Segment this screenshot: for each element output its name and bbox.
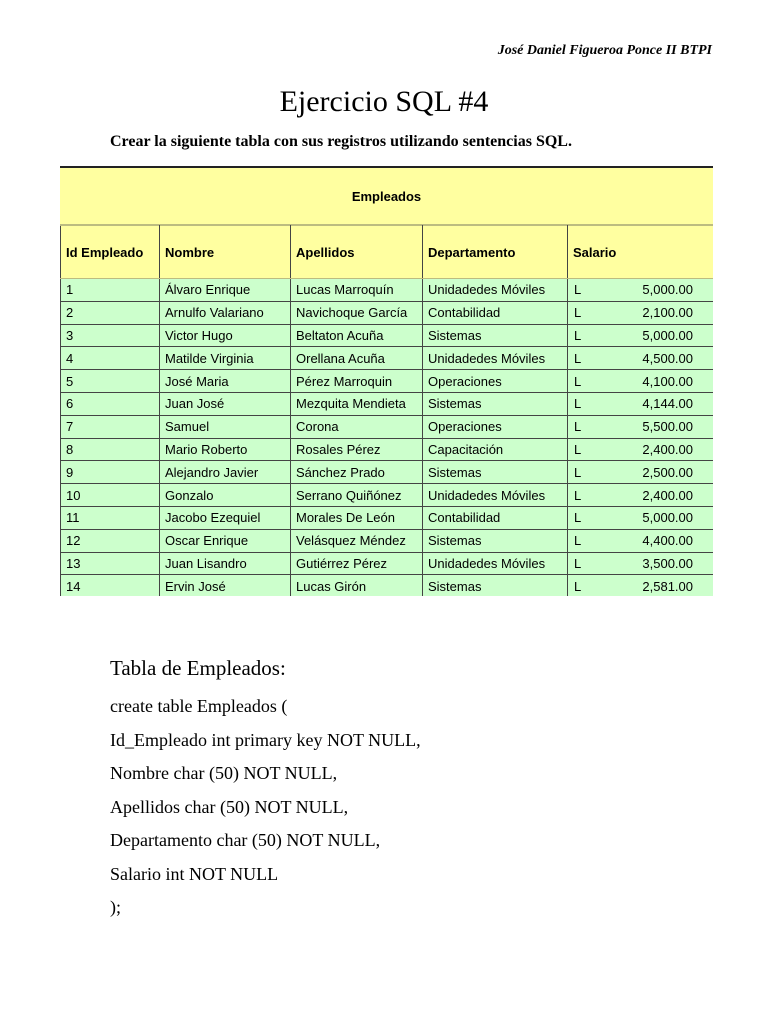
cell-salario bbox=[568, 279, 714, 302]
sheet-title: Empleados bbox=[60, 166, 713, 225]
currency-symbol: L bbox=[574, 510, 582, 526]
cell-apellidos: Sánchez Prado bbox=[291, 461, 423, 484]
currency-symbol: L bbox=[574, 487, 582, 503]
table-row bbox=[61, 392, 714, 415]
column-header: Apellidos bbox=[291, 226, 423, 279]
cell-apellidos: Navichoque García bbox=[291, 301, 423, 324]
salary-amount: 2,400.00 bbox=[642, 487, 693, 503]
cell-salario bbox=[568, 324, 714, 347]
cell-nombre: Alejandro Javier bbox=[160, 461, 291, 484]
table-row bbox=[61, 575, 714, 596]
table-row bbox=[61, 461, 714, 484]
salary-amount: 4,500.00 bbox=[642, 350, 693, 366]
cell-apellidos: Gutiérrez Pérez bbox=[291, 552, 423, 575]
cell-nombre: Álvaro Enrique bbox=[160, 279, 291, 302]
code-heading: Tabla de Empleados: bbox=[110, 656, 286, 680]
cell-departamento: Contabilidad bbox=[423, 506, 568, 529]
document-title: Ejercicio SQL #4 bbox=[279, 85, 489, 118]
table-row bbox=[61, 301, 714, 324]
cell-nombre: Victor Hugo bbox=[160, 324, 291, 347]
cell-departamento: Sistemas bbox=[423, 324, 568, 347]
sql-code-line: Apellidos char (50) NOT NULL, bbox=[110, 796, 349, 817]
salary-amount: 2,100.00 bbox=[642, 305, 693, 321]
currency-symbol: L bbox=[574, 305, 582, 321]
salary-amount: 5,500.00 bbox=[642, 419, 693, 435]
table-row bbox=[61, 552, 714, 575]
spreadsheet-image bbox=[60, 166, 713, 596]
cell-nombre: Jacobo Ezequiel bbox=[160, 506, 291, 529]
cell-salario bbox=[568, 301, 714, 324]
table-row bbox=[61, 347, 714, 370]
cell-departamento: Unidadedes Móviles bbox=[423, 484, 568, 507]
cell-nombre: Gonzalo bbox=[160, 484, 291, 507]
cell-apellidos: Lucas Marroquín bbox=[291, 279, 423, 302]
salary-amount: 2,400.00 bbox=[642, 441, 693, 457]
salary-amount: 5,000.00 bbox=[642, 510, 693, 526]
cell-apellidos: Orellana Acuña bbox=[291, 347, 423, 370]
cell-id: 3 bbox=[61, 324, 160, 347]
cell-nombre: Juan José bbox=[160, 392, 291, 415]
cell-salario bbox=[568, 370, 714, 393]
currency-symbol: L bbox=[574, 282, 582, 298]
column-header: Salario bbox=[568, 226, 714, 279]
cell-apellidos: Mezquita Mendieta bbox=[291, 392, 423, 415]
cell-nombre: José Maria bbox=[160, 370, 291, 393]
table-row bbox=[61, 506, 714, 529]
cell-apellidos: Morales De León bbox=[291, 506, 423, 529]
salary-amount: 2,581.00 bbox=[642, 578, 693, 594]
currency-symbol: L bbox=[574, 441, 582, 457]
cell-id: 12 bbox=[61, 529, 160, 552]
cell-salario bbox=[568, 347, 714, 370]
table-row bbox=[61, 529, 714, 552]
cell-departamento: Unidadedes Móviles bbox=[423, 279, 568, 302]
salary-amount: 5,000.00 bbox=[642, 282, 693, 298]
currency-symbol: L bbox=[574, 533, 582, 549]
cell-nombre: Arnulfo Valariano bbox=[160, 301, 291, 324]
cell-id: 4 bbox=[61, 347, 160, 370]
sql-code-line: Salario int NOT NULL bbox=[110, 863, 279, 884]
cell-apellidos: Corona bbox=[291, 415, 423, 438]
currency-symbol: L bbox=[574, 327, 582, 343]
cell-salario bbox=[568, 484, 714, 507]
currency-symbol: L bbox=[574, 578, 582, 594]
cell-departamento: Operaciones bbox=[423, 370, 568, 393]
cell-nombre: Oscar Enrique bbox=[160, 529, 291, 552]
currency-symbol: L bbox=[574, 419, 582, 435]
salary-amount: 5,000.00 bbox=[642, 327, 693, 343]
currency-symbol: L bbox=[574, 373, 582, 389]
cell-id: 6 bbox=[61, 392, 160, 415]
cell-nombre: Ervin José bbox=[160, 575, 291, 596]
cell-departamento: Capacitación bbox=[423, 438, 568, 461]
currency-symbol: L bbox=[574, 350, 582, 366]
table-row bbox=[61, 370, 714, 393]
cell-nombre: Mario Roberto bbox=[160, 438, 291, 461]
column-header: Departamento bbox=[423, 226, 568, 279]
cell-salario bbox=[568, 461, 714, 484]
table-row bbox=[61, 279, 714, 302]
cell-salario bbox=[568, 415, 714, 438]
cell-id: 10 bbox=[61, 484, 160, 507]
cell-departamento: Sistemas bbox=[423, 461, 568, 484]
cell-id: 13 bbox=[61, 552, 160, 575]
cell-nombre: Juan Lisandro bbox=[160, 552, 291, 575]
cell-id: 9 bbox=[61, 461, 160, 484]
cell-departamento: Sistemas bbox=[423, 392, 568, 415]
currency-symbol: L bbox=[574, 464, 582, 480]
cell-nombre: Samuel bbox=[160, 415, 291, 438]
cell-departamento: Unidadedes Móviles bbox=[423, 347, 568, 370]
author-name: José Daniel Figueroa Ponce II BTPI bbox=[497, 43, 712, 58]
column-header: Nombre bbox=[160, 226, 291, 279]
salary-amount: 3,500.00 bbox=[642, 555, 693, 571]
table-row bbox=[61, 324, 714, 347]
cell-departamento: Unidadedes Móviles bbox=[423, 552, 568, 575]
cell-id: 11 bbox=[61, 506, 160, 529]
salary-amount: 4,144.00 bbox=[642, 396, 693, 412]
currency-symbol: L bbox=[574, 555, 582, 571]
cell-departamento: Sistemas bbox=[423, 529, 568, 552]
cell-id: 5 bbox=[61, 370, 160, 393]
document-subtitle: Crear la siguiente tabla con sus registros utilizando sentencias SQL. bbox=[110, 133, 572, 150]
cell-salario bbox=[568, 529, 714, 552]
cell-salario bbox=[568, 392, 714, 415]
cell-id: 7 bbox=[61, 415, 160, 438]
cell-apellidos: Beltaton Acuña bbox=[291, 324, 423, 347]
cell-apellidos: Lucas Girón bbox=[291, 575, 423, 596]
cell-departamento: Contabilidad bbox=[423, 301, 568, 324]
cell-nombre: Matilde Virginia bbox=[160, 347, 291, 370]
cell-departamento: Sistemas bbox=[423, 575, 568, 596]
salary-amount: 4,400.00 bbox=[642, 533, 693, 549]
table-header-row bbox=[61, 226, 714, 279]
cell-apellidos: Serrano Quiñónez bbox=[291, 484, 423, 507]
cell-salario bbox=[568, 438, 714, 461]
salary-amount: 4,100.00 bbox=[642, 373, 693, 389]
sql-code-line: Id_Empleado int primary key NOT NULL, bbox=[110, 729, 421, 750]
cell-apellidos: Pérez Marroquin bbox=[291, 370, 423, 393]
cell-id: 2 bbox=[61, 301, 160, 324]
table-row bbox=[61, 415, 714, 438]
employees-table bbox=[60, 225, 713, 596]
cell-apellidos: Rosales Pérez bbox=[291, 438, 423, 461]
sql-code-line: create table Empleados ( bbox=[110, 696, 288, 716]
cell-id: 8 bbox=[61, 438, 160, 461]
cell-id: 14 bbox=[61, 575, 160, 596]
table-row bbox=[61, 484, 714, 507]
currency-symbol: L bbox=[574, 396, 582, 412]
cell-apellidos: Velásquez Méndez bbox=[291, 529, 423, 552]
cell-salario bbox=[568, 552, 714, 575]
cell-salario bbox=[568, 506, 714, 529]
sql-code-line: ); bbox=[110, 897, 121, 917]
table-row bbox=[61, 438, 714, 461]
sql-code-line: Nombre char (50) NOT NULL, bbox=[110, 763, 338, 783]
sql-code-line: Departamento char (50) NOT NULL, bbox=[110, 830, 381, 850]
cell-id: 1 bbox=[61, 279, 160, 302]
cell-departamento: Operaciones bbox=[423, 415, 568, 438]
salary-amount: 2,500.00 bbox=[642, 464, 693, 480]
cell-salario bbox=[568, 575, 714, 596]
column-header: Id Empleado bbox=[61, 226, 160, 279]
